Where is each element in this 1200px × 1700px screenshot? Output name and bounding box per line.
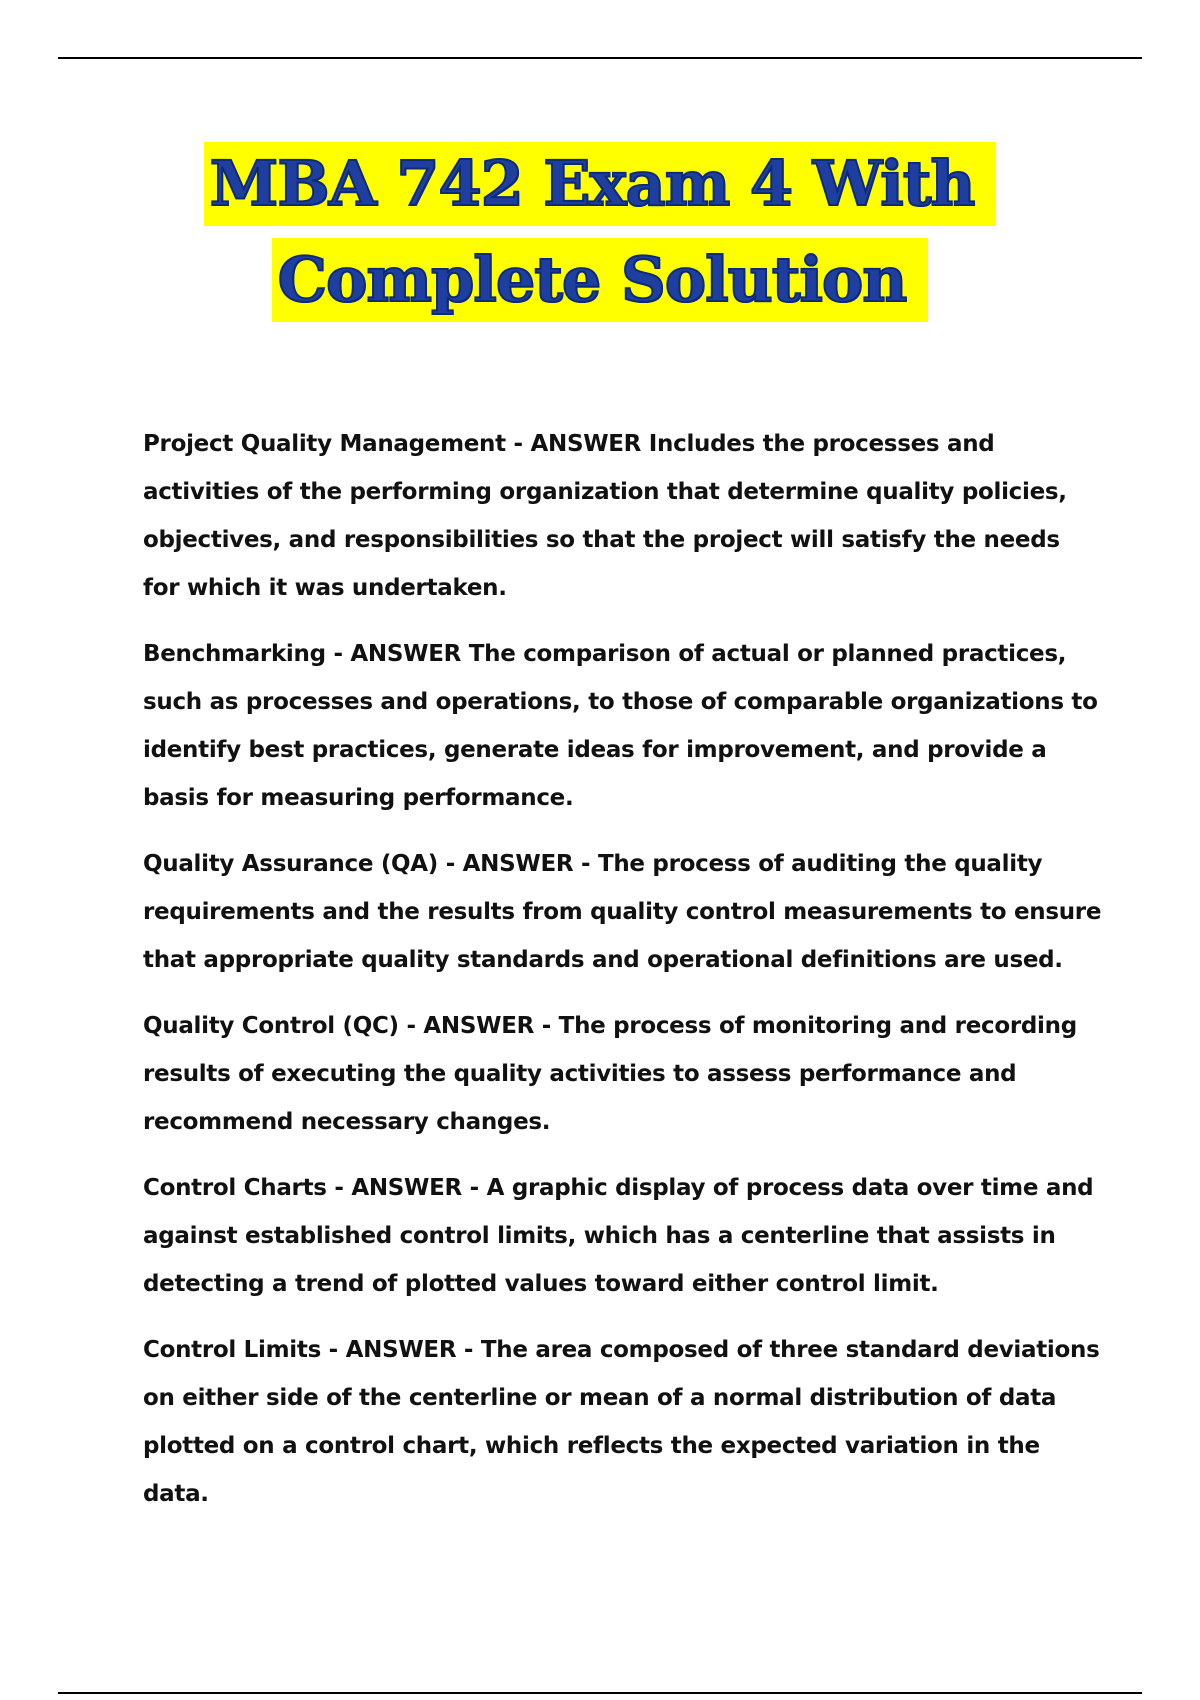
qa-entries: [143, 420, 1103, 1536]
title-line-2: Complete Solution: [272, 238, 929, 322]
entry-project-quality-management: Project Quality Management - ANSWER Includes the processes and activities of the performing organization that determine quality policies, objectives, and responsibilities so that the project will satisfy the needs for which it was undertaken.: [143, 431, 1067, 601]
entry-control-charts: Control Charts - ANSWER - A graphic display of process data over time and against established control limits, which has a centerline that assists in detecting a trend of plotted values toward either control limit.: [143, 1175, 1094, 1297]
entry-benchmarking: Benchmarking - ANSWER The comparison of actual or planned practices, such as processes and operations, to those of comparable organizations to identify best practices, generate ideas for improvement, and provide a basis for measuring performance.: [143, 641, 1098, 811]
page-title: [0, 142, 1200, 322]
entry-quality-control: Quality Control (QC) - ANSWER - The process of monitoring and recording results of executing the quality activities to assess performance and recommend necessary changes.: [143, 1013, 1077, 1135]
title-line-1: MBA 742 Exam 4 With: [204, 142, 997, 226]
bottom-rule: [58, 1692, 1142, 1694]
entry-quality-assurance: Quality Assurance (QA) - ANSWER - The process of auditing the quality requirements and the results from quality control measurements to ensure that appropriate quality standards and operational definitions are used.: [143, 851, 1102, 973]
top-rule: [58, 57, 1142, 59]
entry-control-limits: Control Limits - ANSWER - The area composed of three standard deviations on either side of the centerline or mean of a normal distribution of data plotted on a control chart, which reflects the expected variation in the data.: [143, 1337, 1100, 1507]
